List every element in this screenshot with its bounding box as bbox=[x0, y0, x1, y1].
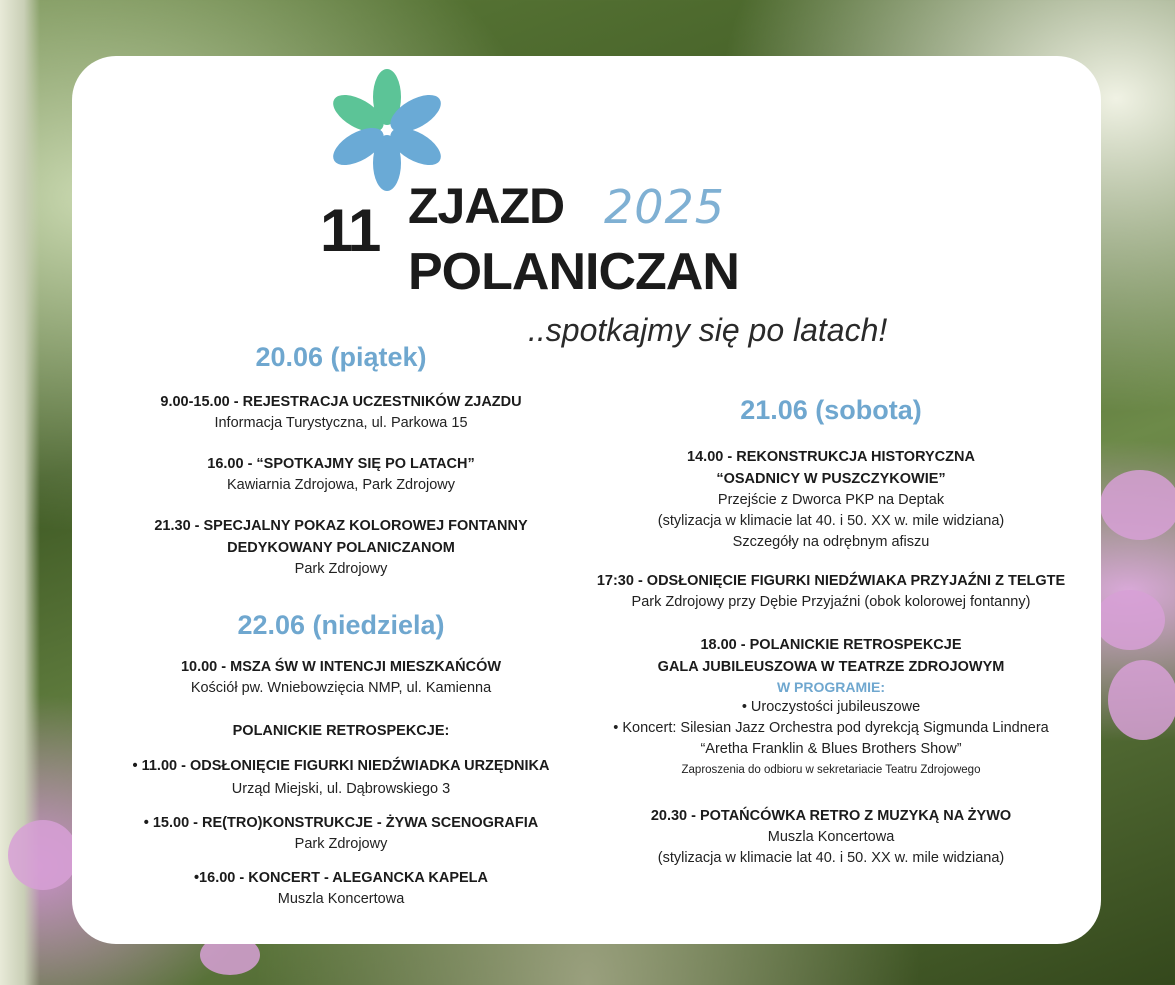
event-place: Kościół pw. Wniebowzięcia NMP, ul. Kamienna bbox=[190, 680, 492, 696]
program-item: “Aretha Franklin & Blues Brothers Show” bbox=[700, 741, 962, 757]
title-year: 2025 bbox=[604, 180, 726, 234]
event-fountain-show bbox=[100, 515, 582, 580]
event-title: 9.00-15.00 - REJESTRACJA UCZESTNIKÓW ZJAZDU bbox=[160, 394, 522, 410]
event-title: 20.30 - POTAŃCÓWKA RETRO Z MUZYKĄ NA ŻYWO bbox=[650, 808, 1012, 824]
program-item: • Koncert: Silesian Jazz Orchestra pod dyrekcją Sigmunda Lindnera bbox=[613, 720, 1049, 736]
invitation-note: Zaproszenia do odbioru w sekretariacie Teatru Zdrojowego bbox=[681, 764, 981, 776]
tagline: ..spotkajmy się po latach! bbox=[528, 312, 888, 348]
background-flower bbox=[1108, 660, 1175, 740]
event-registration bbox=[100, 391, 582, 434]
edition-number: 11 bbox=[320, 197, 380, 264]
event-place: Park Zdrojowy bbox=[294, 836, 388, 852]
event-title: •16.00 - KONCERT - ALEGANCKA KAPELA bbox=[193, 870, 489, 886]
day-heading-saturday: 21.06 (sobota) bbox=[740, 395, 922, 425]
event-title: 21.30 - SPECJALNY POKAZ KOLOROWEJ FONTANNY bbox=[154, 518, 528, 534]
background-flower bbox=[1100, 470, 1175, 540]
day-heading-sunday: 22.06 (niedziela) bbox=[237, 610, 445, 640]
event-place: Kawiarnia Zdrojowa, Park Zdrojowy bbox=[226, 477, 456, 493]
event-title: • 15.00 - RE(TRO)KONSTRUKCJE - ŻYWA SCENOGRAFIA bbox=[143, 815, 539, 831]
flower-icon bbox=[322, 62, 452, 192]
event-title: 14.00 - REKONSTRUKCJA HISTORYCZNA bbox=[687, 449, 975, 465]
event-detail: Szczegóły na odrębnym afiszu bbox=[732, 534, 930, 550]
event-place: Park Zdrojowy bbox=[294, 561, 388, 577]
event-place: Urząd Miejski, ul. Dąbrowskiego 3 bbox=[231, 781, 451, 797]
event-title: • 11.00 - ODSŁONIĘCIE FIGURKI NIEDŹWIADKA URZĘDNIKA bbox=[132, 758, 550, 774]
event-place: Park Zdrojowy przy Dębie Przyjaźni (obok kolorowej fontanny) bbox=[631, 594, 1031, 610]
event-meeting bbox=[100, 453, 582, 496]
event-bear-official bbox=[100, 755, 582, 800]
event-reconstruction bbox=[580, 446, 1082, 553]
title-line-2: POLANICZAN bbox=[408, 243, 739, 301]
program-label: W PROGRAMIE: bbox=[776, 679, 886, 695]
event-place: Informacja Turystyczna, ul. Parkowa 15 bbox=[214, 415, 468, 431]
day-heading-friday: 20.06 (piątek) bbox=[255, 342, 427, 372]
event-mass bbox=[100, 656, 582, 699]
event-title: 17:30 - ODSŁONIĘCIE FIGURKI NIEDŹWIAKA PRZYJAŹNI Z TELGTE bbox=[596, 573, 1066, 589]
event-place: Muszla Koncertowa bbox=[767, 829, 895, 845]
event-title: DEDYKOWANY POLANICZANOM bbox=[227, 540, 455, 556]
event-dance bbox=[580, 805, 1082, 869]
event-title: 10.00 - MSZA ŚW W INTENCJI MIESZKAŃCÓW bbox=[180, 659, 502, 675]
background-flower bbox=[8, 820, 78, 890]
background-flower bbox=[1095, 590, 1165, 650]
event-concert bbox=[100, 867, 582, 910]
retro-section-title bbox=[100, 720, 582, 742]
event-title: 16.00 - “SPOTKAJMY SIĘ PO LATACH” bbox=[207, 456, 475, 472]
event-reconstructions bbox=[100, 812, 582, 855]
event-detail: Przejście z Dworca PKP na Deptak bbox=[717, 492, 945, 508]
event-detail: (stylizacja w klimacie lat 40. i 50. XX w. mile widziana) bbox=[657, 850, 1005, 866]
event-title: “OSADNICY W PUSZCZYKOWIE” bbox=[716, 471, 946, 487]
event-gala bbox=[580, 634, 1082, 780]
section-title: POLANICKIE RETROSPEKCJE: bbox=[232, 723, 450, 739]
event-detail: (stylizacja w klimacie lat 40. i 50. XX w. mile widziana) bbox=[657, 513, 1005, 529]
event-title: GALA JUBILEUSZOWA W TEATRZE ZDROJOWYM bbox=[657, 659, 1005, 675]
title-line-1: ZJAZD bbox=[408, 178, 565, 234]
event-title: 18.00 - POLANICKIE RETROSPEKCJE bbox=[700, 637, 962, 653]
program-item: • Uroczystości jubileuszowe bbox=[741, 699, 921, 715]
event-place: Muszla Koncertowa bbox=[277, 891, 405, 907]
event-friendship-bear bbox=[580, 570, 1082, 613]
